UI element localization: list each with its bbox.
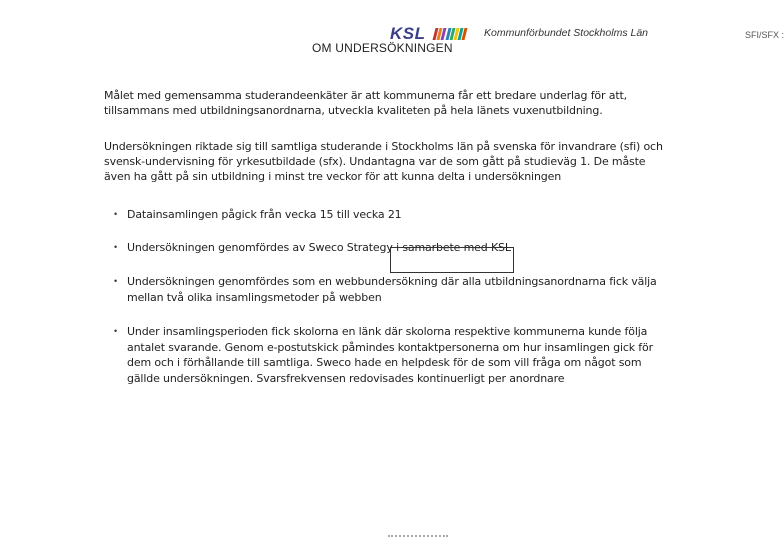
highlight-box xyxy=(390,247,514,273)
bullet-marker: • xyxy=(114,276,118,286)
bullet-marker: • xyxy=(114,326,118,336)
bullet-item-conducted-by: Undersökningen genomfördes av Sweco Strategy i samarbete med KSL xyxy=(127,241,511,254)
logo-ksl-text: KSL xyxy=(390,24,426,43)
footer-fragment xyxy=(388,535,448,542)
bullet-item-method: Undersökningen genomfördes som en webbundersökning där alla utbildningsanordnarna fick välja mellan två olika insamlingsmetoder på webben xyxy=(127,275,657,304)
page-title: OM UNDERSÖKNINGEN xyxy=(312,41,453,55)
intro-paragraph: Målet med gemensamma studerandeenkäter är att kommunerna får ett bredare underlag för att, tillsammans med utbildningsanordnarna, utveckla kvaliteten på hela länets vuxenutbildning. xyxy=(104,89,627,117)
logo-stripes-graphic xyxy=(434,28,468,40)
logo-organization-name: Kommunförbundet Stockholms Län xyxy=(484,27,649,39)
bullet-marker: • xyxy=(114,209,118,219)
scope-paragraph: Undersökningen riktade sig till samtliga studerande i Stockholms län på svenska för invandrare (sfi) och svensk-undervisning för yrkesutbildade (sfx). Undantagna var de som gått på studieväg 1. De måste även ha gått på sin utbildning i minst tre veckor för att kunna delta i undersökningen xyxy=(104,140,663,183)
corner-label: SFI/SFX : xyxy=(744,30,784,40)
bullet-item-period: Datainsamlingen pågick från vecka 15 till vecka 21 xyxy=(127,208,402,221)
bullet-item-collection-period: Under insamlingsperioden fick skolorna en länk där skolorna respektive kommunerna kunde följa antalet svarande. Genom e-postutskick påmindes kontaktpersonerna om hur insamlingen gick för dem och i förhållande till samtliga. Sweco hade en helpdesk för de som vill fråga om något som gällde undersökningen. Svarsfrekvensen redovisades kontinuerligt per anordnare xyxy=(127,325,653,385)
bullet-marker: • xyxy=(114,242,118,252)
